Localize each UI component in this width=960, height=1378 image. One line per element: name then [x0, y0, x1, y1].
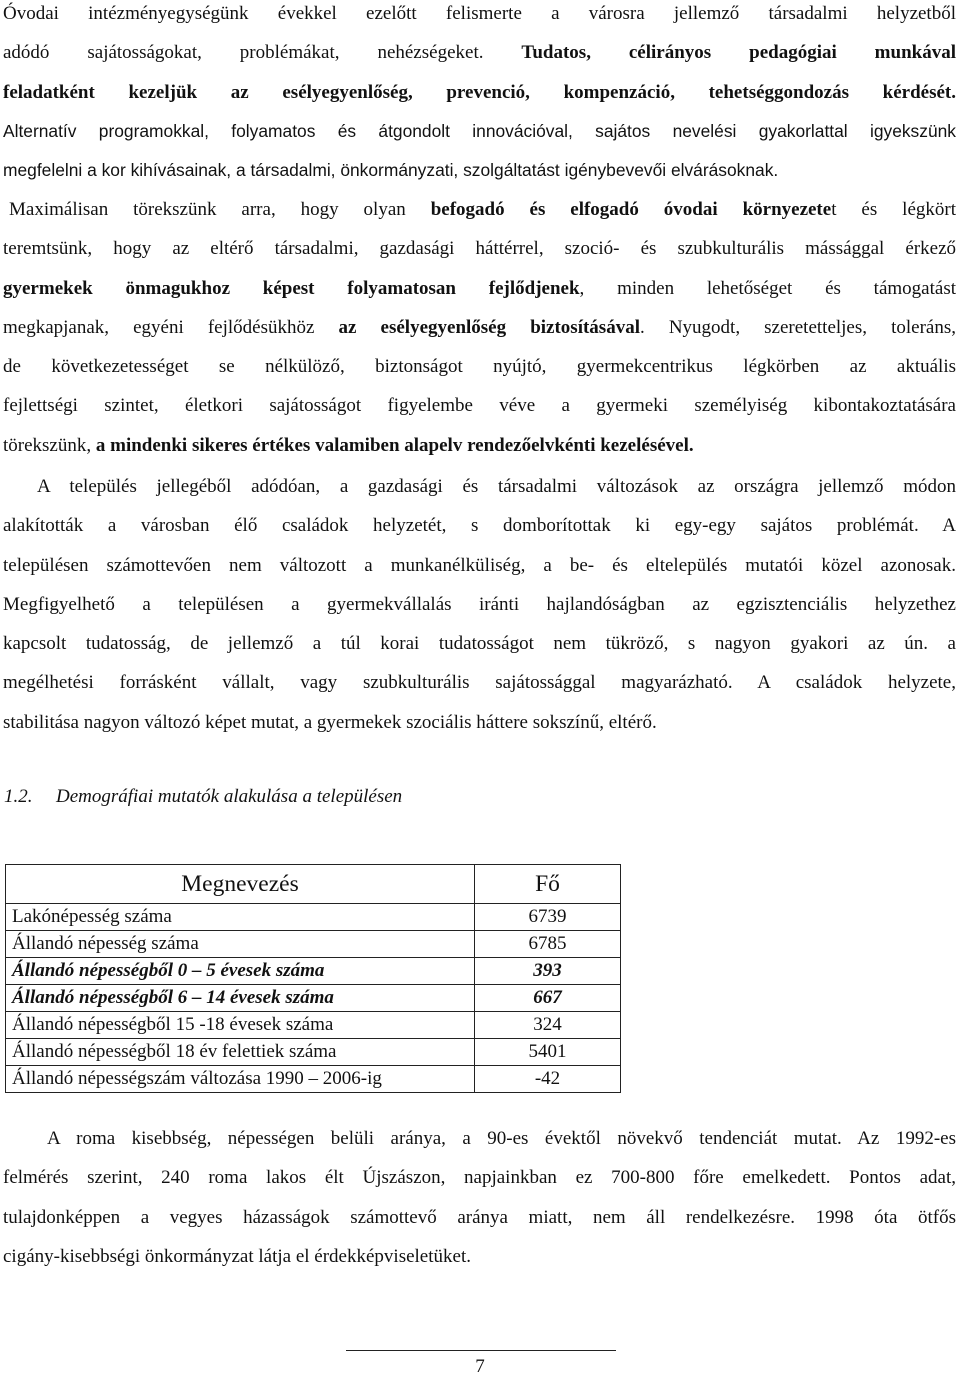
section-number: 1.2. — [4, 786, 33, 807]
text-line: A település jellegéből adódóan, a gazdasági és társadalmi változások az országra jellemző módon — [37, 476, 956, 497]
text-line — [3, 426, 956, 465]
table-header-row — [6, 865, 621, 904]
row-label: Lakónépesség száma — [6, 904, 475, 931]
row-value: 324 — [475, 1012, 621, 1039]
text-line: kapcsolt tudatosság, de jellemző a túl korai tudatosságot nem tükröző, s nagyon gyakori az ún. a — [3, 633, 956, 655]
text-span: Maximálisan törekszünk arra, hogy olyan — [9, 199, 431, 220]
text-line: fejlettségi szintet, életkori sajátosságot figyelembe véve a gyermeki személyiség kibontakoztatására — [3, 395, 956, 417]
bold-span: befogadó és elfogadó óvodai környezete — [430, 199, 832, 220]
row-value: 6785 — [475, 931, 621, 958]
text-line: tulajdonképpen a vegyes házasságok számottevő aránya miatt, nem áll rendelkezésre. 1998 óta ötfős — [3, 1206, 956, 1228]
intro-paragraph — [3, 0, 956, 190]
section-title: Demográfiai mutatók alakulása a településen — [56, 786, 403, 807]
row-label: Állandó népességszám változása 1990 – 2006-ig — [6, 1066, 475, 1093]
text-line: felmérés szerint, 240 roma lakos élt Újszászon, napjainkban ez 700-800 főre emelkedett. Pontos adat, — [3, 1167, 956, 1189]
text-line: cigány-kisebbségi önkormányzat látja el érdekképviseletüket. — [3, 1245, 471, 1267]
column-header-name: Megnevezés — [6, 865, 475, 904]
text-line — [3, 308, 956, 347]
text-line — [3, 269, 956, 308]
settlement-paragraph — [3, 467, 956, 742]
text-line: Óvodai intézményegységünk évekkel ezelőtt felismerte a városra jellemző társadalmi helyzetből — [3, 3, 956, 24]
text-line: Alternatív programokkal, folyamatos és átgondolt innovációval, sajátos nevelési gyakorlattal igyekszünk — [3, 120, 956, 141]
text-span: adódó sajátosságokat, problémákat, nehézségeket. — [3, 42, 522, 64]
row-label: Állandó népességből 18 év felettiek száma — [6, 1039, 475, 1066]
bold-span: a mindenki sikeres értékes valamiben alapelv rendezőelvkénti kezelésével. — [95, 434, 694, 456]
text-span: megkapjanak, egyéni fejlődésükhöz — [3, 316, 339, 338]
text-line — [3, 73, 956, 112]
text-line: Megfigyelhető a településen a gyermekvállalás iránti hajlandóságban az egzisztenciális helyzethez — [3, 593, 956, 615]
table-row — [6, 1066, 621, 1093]
row-label: Állandó népességből 15 -18 évesek száma — [6, 1012, 475, 1039]
roma-paragraph — [3, 1119, 956, 1276]
footer-divider — [346, 1350, 616, 1351]
text-line — [3, 33, 956, 72]
text-line: alakították a városban élő családok helyzetét, s domborítottak ki egy-egy sajátos problémát. A — [3, 515, 956, 537]
row-value: 5401 — [475, 1039, 621, 1066]
row-value: -42 — [475, 1066, 621, 1093]
bold-span: gyermekek önmagukhoz képest folyamatosan fejlődjenek — [3, 277, 580, 299]
text-span: t és légkört — [831, 199, 956, 220]
text-line: A roma kisebbség, népességen belüli aránya, a 90-es évektől növekvő tendenciát mutat. Az 1992-es — [47, 1128, 956, 1149]
row-label: Állandó népesség száma — [6, 931, 475, 958]
row-value: 667 — [475, 985, 621, 1012]
text-line: stabilitása nagyon változó képet mutat, a gyermekek szociális háttere sokszínű, eltérő. — [3, 711, 657, 733]
text-span: , minden lehetőséget és támogatást — [579, 277, 956, 299]
text-span: . Nyugodt, szeretetteljes, toleráns, — [639, 316, 956, 338]
text-span: törekszünk, — [3, 434, 96, 456]
column-header-value: Fő — [475, 865, 621, 904]
table-row — [6, 904, 621, 931]
table-row — [6, 1012, 621, 1039]
table-row — [6, 958, 621, 985]
bold-span: Tudatos, célirányos pedagógiai munkával — [521, 42, 956, 64]
table-row — [6, 931, 621, 958]
section-heading — [4, 786, 402, 808]
text-line: de következetességet se nélkülöző, biztonságot nyújtó, gyermekcentrikus légkörben az aktuális — [3, 356, 956, 378]
bold-span: az esélyegyenlőség biztosításával — [338, 316, 640, 338]
row-value: 6739 — [475, 904, 621, 931]
table-row — [6, 985, 621, 1012]
row-value: 393 — [475, 958, 621, 985]
text-line — [3, 190, 956, 229]
row-label: Állandó népességből 0 – 5 évesek száma — [6, 958, 475, 985]
inclusion-paragraph — [3, 190, 956, 465]
text-line: teremtsünk, hogy az eltérő társadalmi, gazdasági háttérrel, szoció- és szubkulturális mássággal érkező — [3, 238, 956, 260]
text-line: településen számottevően nem változott a munkanélküliség, a be- és eltelepülés mutatói közel azonosak. — [3, 554, 956, 576]
table-row — [6, 1039, 621, 1066]
text-line: megfelelni a kor kihívásainak, a társadalmi, önkormányzati, szolgáltatást igénybevevői elvárásoknak. — [3, 160, 779, 181]
row-label: Állandó népességből 6 – 14 évesek száma — [6, 985, 475, 1012]
page-number: 7 — [475, 1356, 485, 1377]
demographics-table — [5, 864, 621, 1093]
bold-span: feladatként kezeljük az esélyegyenlőség, prevenció, kompenzáció, tehetséggondozás kérdését. — [3, 81, 956, 103]
text-line: megélhetési forrásként vállalt, vagy szubkulturális sajátossággal magyarázható. A családok helyzete, — [3, 672, 956, 694]
